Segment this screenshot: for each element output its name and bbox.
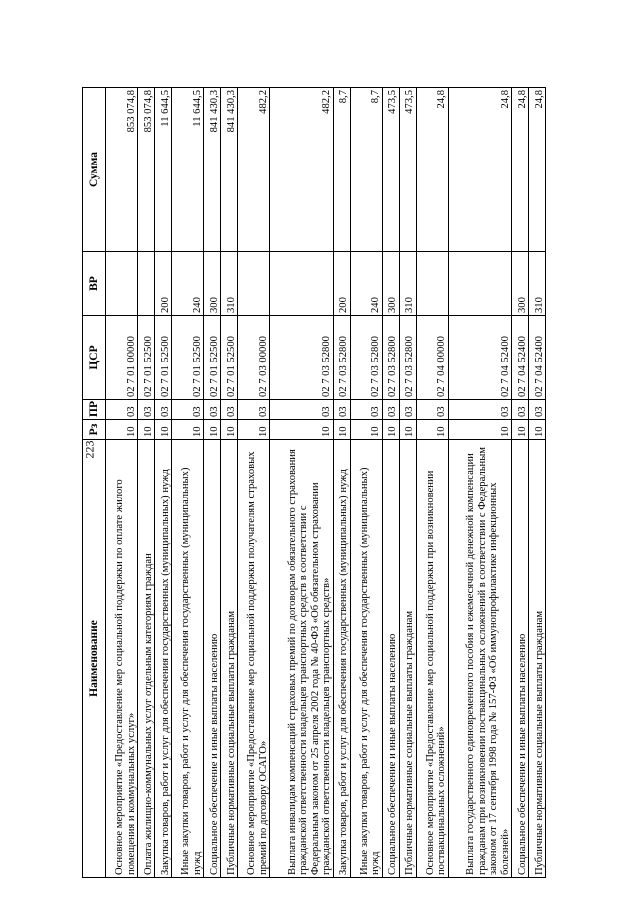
table-row bbox=[238, 88, 270, 878]
row-sum: 24,8 bbox=[448, 88, 511, 252]
row-rz: 10 bbox=[138, 420, 155, 440]
row-sum: 473,5 bbox=[399, 88, 416, 252]
row-name: Публичные нормативные социальные выплаты гражданам bbox=[529, 440, 546, 878]
row-rz: 10 bbox=[416, 420, 448, 440]
row-rz: 10 bbox=[238, 420, 270, 440]
row-sum: 11 644,5 bbox=[172, 88, 204, 252]
rotated-table-container bbox=[82, 88, 546, 878]
row-name: Выплата инвалидам компенсаций страховых премий по договорам обязательного страхования гражданской ответственности владельцев транспортных средств в соответствии с Федеральным законом от 25 апреля 2002 года № 40-ФЗ «Об обязательном страховании гражданской ответственности владельцев транспортных средств» bbox=[270, 440, 333, 878]
table-row bbox=[350, 88, 382, 878]
row-csr: 02 7 03 00000 bbox=[238, 316, 270, 400]
header-rz: Рз bbox=[83, 420, 106, 440]
row-rz: 10 bbox=[155, 420, 172, 440]
row-sum: 24,8 bbox=[512, 88, 529, 252]
row-pr: 03 bbox=[172, 400, 204, 420]
table-row bbox=[106, 88, 138, 878]
row-pr: 03 bbox=[399, 400, 416, 420]
table-row bbox=[512, 88, 529, 878]
table-row bbox=[270, 88, 333, 878]
row-pr: 03 bbox=[448, 400, 511, 420]
table-row bbox=[172, 88, 204, 878]
table-row bbox=[204, 88, 221, 878]
row-csr: 02 7 03 52800 bbox=[333, 316, 350, 400]
row-csr: 02 7 04 00000 bbox=[416, 316, 448, 400]
header-name: Наименование bbox=[83, 440, 106, 878]
row-rz: 10 bbox=[448, 420, 511, 440]
table-header-row bbox=[83, 88, 106, 878]
row-sum: 24,8 bbox=[416, 88, 448, 252]
header-vr: ВР bbox=[83, 252, 106, 316]
row-vr bbox=[270, 252, 333, 316]
row-rz: 10 bbox=[204, 420, 221, 440]
row-pr: 03 bbox=[270, 400, 333, 420]
row-csr: 02 7 01 52500 bbox=[221, 316, 238, 400]
row-sum: 841 430,3 bbox=[221, 88, 238, 252]
row-name: Оплата жилищно-коммунальных услуг отдельным категориям граждан bbox=[138, 440, 155, 878]
row-vr bbox=[416, 252, 448, 316]
row-csr: 02 7 03 52800 bbox=[350, 316, 382, 400]
table-row bbox=[416, 88, 448, 878]
row-rz: 10 bbox=[382, 420, 399, 440]
table-row bbox=[155, 88, 172, 878]
row-sum: 11 644,5 bbox=[155, 88, 172, 252]
row-pr: 03 bbox=[106, 400, 138, 420]
row-rz: 10 bbox=[221, 420, 238, 440]
table-row bbox=[529, 88, 546, 878]
row-rz: 10 bbox=[172, 420, 204, 440]
row-csr: 02 7 01 52500 bbox=[138, 316, 155, 400]
row-sum: 24,8 bbox=[529, 88, 546, 252]
row-name: Социальное обеспечение и иные выплаты населению bbox=[204, 440, 221, 878]
row-vr: 300 bbox=[382, 252, 399, 316]
page-number: 223 bbox=[82, 440, 97, 459]
row-rz: 10 bbox=[399, 420, 416, 440]
row-vr: 300 bbox=[204, 252, 221, 316]
row-pr: 03 bbox=[333, 400, 350, 420]
header-sum: Сумма bbox=[83, 88, 106, 252]
table-row bbox=[448, 88, 511, 878]
row-rz: 10 bbox=[333, 420, 350, 440]
row-pr: 03 bbox=[529, 400, 546, 420]
row-csr: 02 7 04 52400 bbox=[448, 316, 511, 400]
row-vr bbox=[138, 252, 155, 316]
row-vr: 310 bbox=[399, 252, 416, 316]
row-vr bbox=[448, 252, 511, 316]
row-pr: 03 bbox=[221, 400, 238, 420]
row-vr bbox=[106, 252, 138, 316]
row-csr: 02 7 03 52800 bbox=[382, 316, 399, 400]
budget-table bbox=[82, 87, 546, 878]
row-vr bbox=[238, 252, 270, 316]
table-row bbox=[138, 88, 155, 878]
header-csr: ЦСР bbox=[83, 316, 106, 400]
row-rz: 10 bbox=[106, 420, 138, 440]
row-name: Основное мероприятие «Предоставление мер социальной поддержки по оплате жилого помещения и коммунальных услуг» bbox=[106, 440, 138, 878]
row-rz: 10 bbox=[270, 420, 333, 440]
row-pr: 03 bbox=[138, 400, 155, 420]
row-sum: 473,5 bbox=[382, 88, 399, 252]
row-vr: 310 bbox=[221, 252, 238, 316]
row-sum: 8,7 bbox=[350, 88, 382, 252]
row-sum: 8,7 bbox=[333, 88, 350, 252]
row-csr: 02 7 01 52500 bbox=[204, 316, 221, 400]
row-pr: 03 bbox=[512, 400, 529, 420]
row-pr: 03 bbox=[416, 400, 448, 420]
row-vr: 240 bbox=[350, 252, 382, 316]
row-csr: 02 7 01 52500 bbox=[172, 316, 204, 400]
row-name: Иные закупки товаров, работ и услуг для обеспечения государственных (муниципальных) нужд bbox=[172, 440, 204, 878]
row-vr: 240 bbox=[172, 252, 204, 316]
table-row bbox=[221, 88, 238, 878]
row-csr: 02 7 04 52400 bbox=[512, 316, 529, 400]
row-rz: 10 bbox=[350, 420, 382, 440]
row-name: Закупка товаров, работ и услуг для обеспечения государственных (муниципальных) нужд bbox=[155, 440, 172, 878]
row-csr: 02 7 01 00000 bbox=[106, 316, 138, 400]
row-sum: 482,2 bbox=[270, 88, 333, 252]
row-vr: 200 bbox=[155, 252, 172, 316]
row-name: Социальное обеспечение и иные выплаты населению bbox=[512, 440, 529, 878]
row-name: Основное мероприятие «Предоставление мер социальной поддержки получателям страховых премий по договору ОСАГО» bbox=[238, 440, 270, 878]
row-pr: 03 bbox=[382, 400, 399, 420]
header-pr: ПР bbox=[83, 400, 106, 420]
table-row bbox=[333, 88, 350, 878]
row-rz: 10 bbox=[512, 420, 529, 440]
table-row bbox=[399, 88, 416, 878]
row-name: Социальное обеспечение и иные выплаты населению bbox=[382, 440, 399, 878]
row-name: Закупка товаров, работ и услуг для обеспечения государственных (муниципальных) нужд bbox=[333, 440, 350, 878]
table-body bbox=[106, 88, 546, 878]
row-name: Основное мероприятие «Предоставление мер социальной поддержки при возникновении поствакцинальных осложнений» bbox=[416, 440, 448, 878]
row-name: Иные закупки товаров, работ и услуг для обеспечения государственных (муниципальных) нужд bbox=[350, 440, 382, 878]
row-csr: 02 7 01 52500 bbox=[155, 316, 172, 400]
row-vr: 200 bbox=[333, 252, 350, 316]
row-pr: 03 bbox=[350, 400, 382, 420]
row-pr: 03 bbox=[238, 400, 270, 420]
row-sum: 853 074,8 bbox=[138, 88, 155, 252]
row-sum: 853 074,8 bbox=[106, 88, 138, 252]
row-pr: 03 bbox=[204, 400, 221, 420]
row-rz: 10 bbox=[529, 420, 546, 440]
row-name: Публичные нормативные социальные выплаты гражданам bbox=[221, 440, 238, 878]
row-vr: 310 bbox=[529, 252, 546, 316]
row-csr: 02 7 03 52800 bbox=[270, 316, 333, 400]
row-pr: 03 bbox=[155, 400, 172, 420]
row-sum: 482,2 bbox=[238, 88, 270, 252]
row-name: Выплата государственного единовременного пособия и ежемесячной денежной компенсации гражданам при возникновении поствакцинальных осложнений в соответствии с Федеральным законом от 17 сентября 1998 года № 157-ФЗ «Об иммунопрофилактике инфекционных болезней» bbox=[448, 440, 511, 878]
row-csr: 02 7 04 52400 bbox=[529, 316, 546, 400]
row-name: Публичные нормативные социальные выплаты гражданам bbox=[399, 440, 416, 878]
table-row bbox=[382, 88, 399, 878]
row-csr: 02 7 03 52800 bbox=[399, 316, 416, 400]
row-vr: 300 bbox=[512, 252, 529, 316]
row-sum: 841 430,3 bbox=[204, 88, 221, 252]
